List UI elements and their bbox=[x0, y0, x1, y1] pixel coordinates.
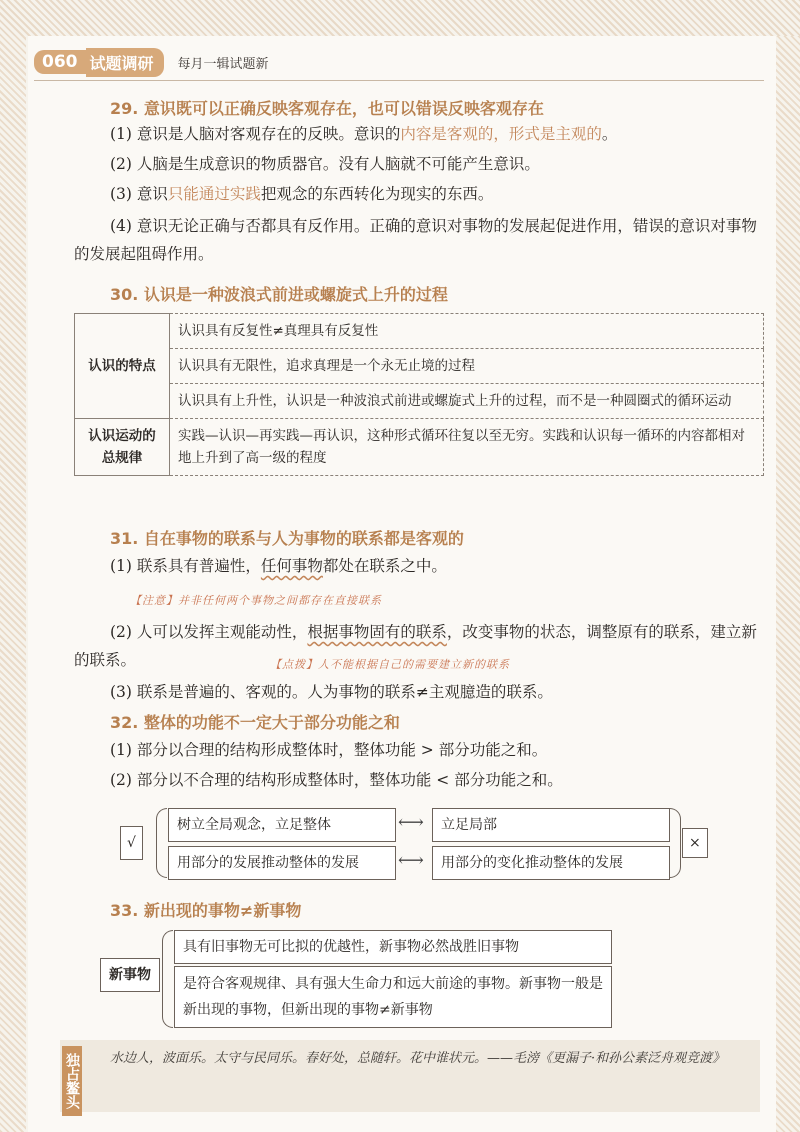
table-cell: 实践—认识—再实践—再认识，这种形式循环往复以至无穷。实践和认识每一循环的内容都相对地上升到了高一级的程度 bbox=[170, 419, 764, 476]
header-subtitle: 每月一辑试题新 bbox=[177, 56, 269, 72]
left-item-2: 用部分的发展推动整体的发展 bbox=[168, 846, 396, 880]
check-mark-box: √ bbox=[120, 826, 143, 860]
left-pattern bbox=[0, 36, 26, 1132]
s29-point-3 bbox=[110, 180, 750, 208]
section-title: 试题调研 bbox=[86, 48, 164, 77]
s31-p2-text: (2) 人可以发挥主观能动性， bbox=[110, 623, 308, 641]
s29-p1-text: (1) 意识是人脑对客观存在的反映。意识的 bbox=[110, 125, 401, 143]
bidirectional-arrow-icon: ⟷ bbox=[398, 850, 424, 871]
s31-point-3: (3) 联系是普遍的、客观的。人为事物的联系≠主观臆造的联系。 bbox=[110, 683, 553, 701]
heading-29: 29. 意识既可以正确反映客观存在，也可以错误反映客观存在 bbox=[110, 99, 544, 118]
table-label-features: 认识的特点 bbox=[75, 314, 170, 419]
s31-p1-emphasis: 任何事物 bbox=[260, 557, 323, 575]
cross-mark-box: × bbox=[682, 828, 708, 858]
footer-quote: 水边人，波面乐。太守与民同乐。春好处，总随轩。花中谁状元。——毛滂《更漏子·和孙公素泛舟观竞渡》 bbox=[110, 1051, 726, 1066]
s31-p2-emphasis: 根据事物固有的联系 bbox=[307, 623, 447, 641]
table-cell: 认识具有上升性，认识是一种波浪式前进或螺旋式上升的过程，而不是一种圆圈式的循环运动 bbox=[170, 384, 764, 419]
new-thing-label: 新事物 bbox=[100, 958, 160, 992]
table-cell: 认识具有反复性≠真理具有反复性 bbox=[170, 314, 764, 349]
heading-31: 31. 自在事物的联系与人为事物的联系都是客观的 bbox=[110, 529, 464, 548]
new-thing-item-2: 是符合客观规律、具有强大生命力和远大前途的事物。新事物一般是新出现的事物，但新出现的事物≠新事物 bbox=[174, 966, 612, 1028]
s29-point-1 bbox=[110, 120, 750, 148]
right-brace bbox=[670, 808, 681, 878]
s29-point-2: (2) 人脑是生成意识的物质器官。没有人脑就不可能产生意识。 bbox=[110, 155, 540, 173]
s31-p2-end: ，改变事物的状态，调整原有的联系，建立新的联系。 bbox=[74, 623, 757, 669]
s32-point-2: (2) 部分以不合理的结构形成整体时，整体功能 < 部分功能之和。 bbox=[110, 771, 563, 789]
page-number: 060 bbox=[34, 50, 86, 74]
left-item-1: 树立全局观念，立足整体 bbox=[168, 808, 396, 842]
s32-point-1: (1) 部分以合理的结构形成整体时，整体功能 > 部分功能之和。 bbox=[110, 741, 548, 759]
table-label-law: 认识运动的总规律 bbox=[75, 419, 170, 476]
top-pattern bbox=[0, 0, 800, 36]
footer-tag: 独占鳌头 bbox=[62, 1046, 82, 1116]
s29-p3-text: (3) 意识 bbox=[110, 185, 168, 203]
s29-p1-highlight: 内容是客观的，形式是主观的 bbox=[400, 125, 602, 143]
page-header bbox=[34, 48, 269, 76]
left-brace bbox=[156, 808, 167, 878]
s29-p1-end: 。 bbox=[601, 125, 618, 143]
s29-p3-end: 把观念的东西转化为现实的东西。 bbox=[260, 185, 494, 203]
table-cell: 认识具有无限性，追求真理是一个永无止境的过程 bbox=[170, 349, 764, 384]
s33-brace bbox=[162, 930, 173, 1028]
bidirectional-arrow-icon: ⟷ bbox=[398, 812, 424, 833]
right-item-1: 立足局部 bbox=[432, 808, 670, 842]
heading-30: 30. 认识是一种波浪式前进或螺旋式上升的过程 bbox=[110, 285, 448, 304]
s31-point-1 bbox=[110, 552, 750, 580]
s29-point-4: (4) 意识无论正确与否都具有反作用。正确的意识对事物的发展起促进作用，错误的意识对事物的发展起阻碍作用。 bbox=[74, 217, 757, 263]
knowledge-table bbox=[74, 313, 764, 476]
heading-32: 32. 整体的功能不一定大于部分功能之和 bbox=[110, 713, 400, 732]
s29-p3-highlight: 只能通过实践 bbox=[167, 185, 261, 203]
note-attention: 【注意】并非任何两个事物之间都存在直接联系 bbox=[130, 594, 382, 607]
s31-p1-end: 都处在联系之中。 bbox=[322, 557, 447, 575]
note-hint: 【点拨】人不能根据自己的需要建立新的联系 bbox=[270, 658, 510, 671]
new-thing-item-1: 具有旧事物无可比拟的优越性，新事物必然战胜旧事物 bbox=[174, 930, 612, 964]
header-divider bbox=[34, 80, 764, 81]
right-pattern bbox=[776, 36, 800, 1132]
heading-33: 33. 新出现的事物≠新事物 bbox=[110, 901, 302, 920]
s31-p1-text: (1) 联系具有普遍性， bbox=[110, 557, 261, 575]
right-item-2: 用部分的变化推动整体的发展 bbox=[432, 846, 670, 880]
